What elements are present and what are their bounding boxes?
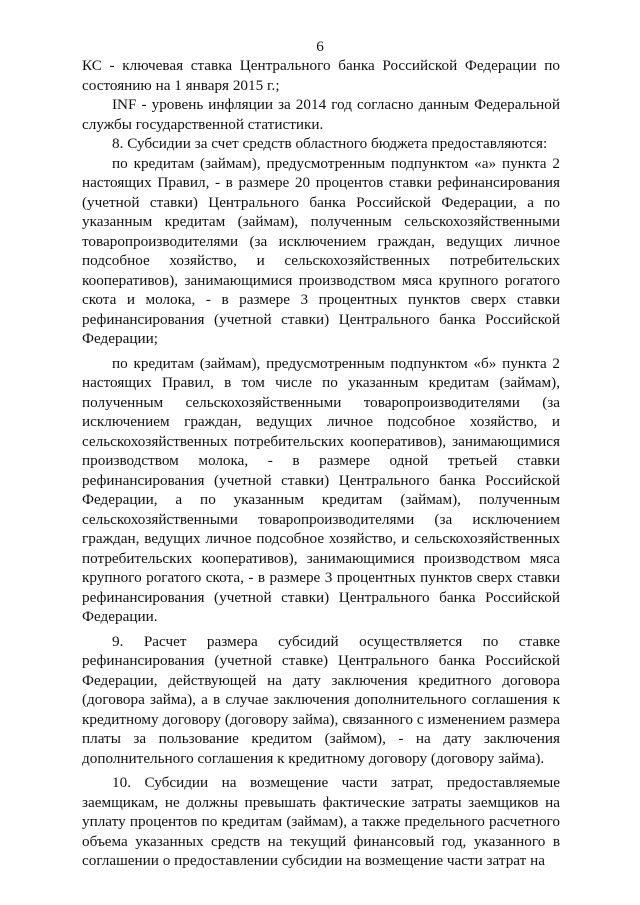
clause-8-heading: 8. Субсидии за счет средств областного бюджета предоставляются: [112,135,548,152]
clause-8-item-b: по кредитам (займам), предусмотренным подпунктом «б» пункта 2 настоящих Правил, в том числе по указанным кредитам (займам), полученным сельскохозяйственными товаропроизводителями (за исключением граждан, ведущих личное подсобное хозяйство, и сельскохозяйственных потребительских кооперативов), занимающимися производством молока, - в размере одной третьей ставки рефинансирования (учетной ставки) Центрального банка Российской Федерации, а по указанным кредитам (займам), полученным сельскохозяйственными товаропроизводителями (за исключением граждан, ведущих личное подсобное хозяйство, и сельскохозяйственных потребительских кооперативов), занимающимися производством мяса крупного рогатого скота, - в размере 3 процентных пунктов сверх ставки рефинансирования (учетной ставки) Центрального банка Российской Федерации. [82,354,560,625]
document-body [82,56,560,871]
page-number: 6 [316,38,324,55]
definition-ks: КС - ключевая ставка Центрального банка Российской Федерации по состоянию на 1 января 2015 г.; [82,57,560,94]
clause-10: 10. Субсидии на возмещение части затрат, предоставляемые заемщикам, не должны превышать фактические затраты заемщиков на уплату процентов по кредитам (займам), а также предельного расчетного объема указанных средств на текущий финансовый год, указанного в соглашении о предоставлении субсидии на возмещение части затрат на [82,774,560,869]
clause-8-item-a: по кредитам (займам), предусмотренным подпунктом «а» пункта 2 настоящих Правил, - в размере 20 процентов ставки рефинансирования (учетной ставки) Центрального банка Российской Федерации, а по указанным кредитам (займам), полученным сельскохозяйственными товаропроизводителями (за исключением граждан, ведущих личное подсобное хозяйство, и сельскохозяйственных потребительских кооперативов), занимающимися производством мяса крупного рогатого скота и молока, - в размере 3 процентных пунктов сверх ставки рефинансирования (учетной ставки) Центрального банка Российской Федерации; [82,154,560,347]
definition-inf: INF - уровень инфляции за 2014 год согласно данным Федеральной службы государственной статистики. [82,96,560,133]
clause-9: 9. Расчет размера субсидий осуществляется по ставке рефинансирования (учетной ставке) Центрального банка Российской Федерации, действующей на дату заключения кредитного договора (договора займа), а в случае заключения дополнительного соглашения к кредитному договору (договору займа), связанного с изменением размера платы за пользование кредитом (займом), - на дату заключения дополнительного соглашения к кредитному договору (договору займа). [82,632,560,767]
